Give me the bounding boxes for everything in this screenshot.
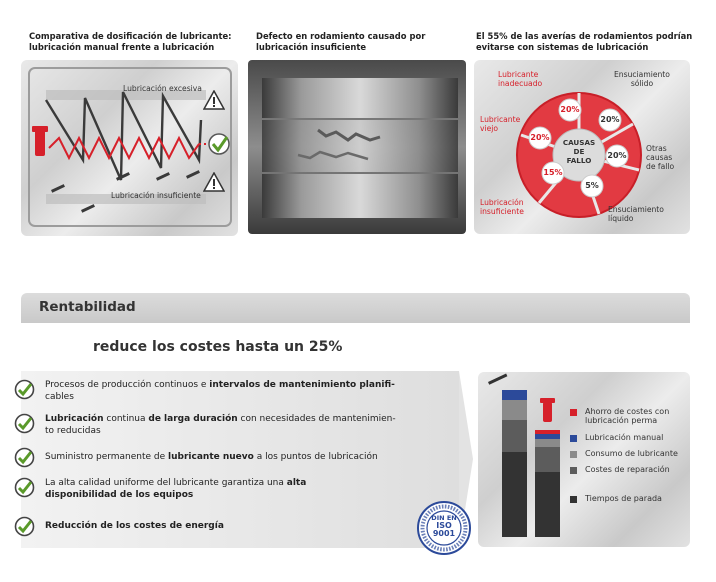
benefit-text bbox=[45, 451, 415, 463]
legend-item bbox=[570, 433, 695, 442]
segment-value: 5% bbox=[585, 181, 599, 190]
legend-label bbox=[585, 407, 695, 425]
label-insufficient: Lubricación insuficiente bbox=[111, 191, 201, 200]
benefit-text-bold: Lubricación bbox=[45, 414, 104, 424]
label-excess: Lubricación excesiva bbox=[123, 84, 202, 93]
cause-label-line: insuficiente bbox=[480, 207, 524, 216]
cause-label bbox=[646, 144, 674, 171]
benefit-text-bold: Reducción de los costes de energía bbox=[45, 521, 224, 531]
cause-label-line: de fallo bbox=[646, 162, 675, 171]
legend-label: Consumo de lubricante bbox=[585, 449, 678, 458]
panel3-caption-line2: evitarse con sistemas de lubricación bbox=[476, 42, 649, 52]
benefit-item bbox=[14, 516, 415, 537]
cause-label-line: Ensuciamiento bbox=[608, 205, 664, 214]
benefit-text-part: to reducidas bbox=[45, 426, 101, 436]
benefit-text-bold: intervalos de mantenimiento planifi- bbox=[209, 380, 395, 390]
bar-savings bbox=[535, 430, 560, 434]
bar-manual-lubrication bbox=[502, 390, 527, 400]
segment-value: 20% bbox=[530, 133, 550, 142]
legend-item bbox=[570, 494, 695, 503]
cause-label-line: Lubricante bbox=[498, 70, 539, 79]
check-circle-icon bbox=[14, 447, 35, 468]
cause-label-line: líquido bbox=[608, 214, 634, 223]
segment-value: 20% bbox=[600, 115, 620, 124]
bearing-image bbox=[248, 60, 466, 234]
bar-repair-costs bbox=[502, 420, 527, 452]
benefit-item bbox=[14, 447, 415, 468]
bar-lubricant-consumption bbox=[535, 439, 560, 447]
iso-line: ISO bbox=[436, 521, 452, 530]
cause-label-line: causas bbox=[646, 153, 673, 162]
section-header-bar bbox=[21, 293, 690, 323]
legend-item bbox=[570, 449, 695, 458]
cause-label bbox=[480, 198, 524, 216]
section-title: Rentabilidad bbox=[39, 299, 136, 315]
panel3-caption bbox=[476, 31, 692, 53]
headline: reduce los costes hasta un 25% bbox=[93, 339, 343, 355]
legend-label-line: lubricación perma bbox=[585, 416, 658, 425]
iso-line: 9001 bbox=[432, 529, 456, 538]
cause-label-line: Otras bbox=[646, 144, 667, 153]
legend-item bbox=[570, 407, 695, 425]
benefit-text bbox=[45, 379, 415, 403]
check-circle-icon bbox=[14, 379, 35, 400]
warning-icon bbox=[203, 172, 225, 192]
cause-label-line: Ensuciamiento bbox=[614, 70, 670, 79]
legend-label: Tiempos de parada bbox=[585, 494, 662, 503]
legend-item bbox=[570, 465, 695, 474]
check-circle-icon bbox=[14, 516, 35, 537]
legend-swatch bbox=[570, 451, 577, 458]
benefit-text-bold: de larga duración bbox=[148, 414, 238, 424]
segment-value: 20% bbox=[607, 151, 627, 160]
benefit-text bbox=[45, 477, 415, 501]
check-circle-icon bbox=[14, 413, 35, 434]
bearing-defect-photo bbox=[248, 60, 466, 234]
cause-label-line: viejo bbox=[480, 124, 499, 133]
cause-label-line: inadecuado bbox=[498, 79, 543, 88]
cost-bars bbox=[478, 372, 690, 547]
cause-label bbox=[480, 115, 520, 133]
benefit-text bbox=[45, 520, 415, 532]
benefit-text-part: La alta calidad uniforme del lubricante garantiza una bbox=[45, 478, 287, 488]
center-label-line2: DE bbox=[573, 147, 585, 156]
benefit-text-part: Suministro permanente de bbox=[45, 452, 169, 462]
grease-gun-icon bbox=[488, 374, 507, 385]
bar-repair-costs bbox=[535, 447, 560, 472]
benefit-item bbox=[14, 477, 415, 501]
bar-downtime bbox=[502, 452, 527, 537]
bar-lubricant-consumption bbox=[502, 400, 527, 420]
warning-icon bbox=[203, 90, 225, 110]
benefit-text-part: continua bbox=[103, 414, 149, 424]
benefit-item bbox=[14, 379, 415, 403]
cause-label bbox=[498, 70, 542, 88]
legend-label: Lubricación manual bbox=[585, 433, 664, 442]
check-circle-icon bbox=[14, 477, 35, 498]
panel2-caption bbox=[256, 31, 425, 53]
legend-label-line: Ahorro de costes con bbox=[585, 407, 670, 416]
panel1-caption-line1: Comparativa de dosificación de lubricante: bbox=[29, 31, 232, 41]
center-label-line3: FALLO bbox=[566, 156, 592, 165]
segment-value: 15% bbox=[543, 168, 563, 177]
dosing-comparison-panel bbox=[21, 60, 238, 236]
legend-swatch bbox=[570, 435, 577, 442]
cost-chart-panel bbox=[478, 372, 690, 547]
segment-value: 20% bbox=[560, 105, 580, 114]
panel2-caption-line1: Defecto en rodamiento causado por bbox=[256, 31, 426, 41]
lubricator-icon bbox=[543, 402, 552, 422]
center-label bbox=[562, 138, 596, 165]
panel2-caption-line2: lubricación insuficiente bbox=[256, 42, 367, 52]
benefit-text-part: cables bbox=[45, 392, 74, 402]
benefit-text-part: Procesos de producción continuos e bbox=[45, 380, 210, 390]
legend-swatch bbox=[570, 496, 577, 503]
bar-manual-lubrication bbox=[535, 434, 560, 439]
cause-label-line: Lubricante bbox=[480, 115, 521, 124]
legend-label: Costes de reparación bbox=[585, 465, 670, 474]
cause-label-line: sólido bbox=[630, 79, 654, 88]
benefit-text-part: con necesidades de mantenimien- bbox=[237, 414, 396, 424]
bar-downtime bbox=[535, 472, 560, 537]
iso-seal-text bbox=[430, 514, 458, 538]
legend-swatch bbox=[570, 467, 577, 474]
iso-seal bbox=[416, 500, 472, 556]
failure-causes-panel bbox=[474, 60, 690, 234]
panel1-caption bbox=[29, 31, 231, 53]
center-label-line1: CAUSAS bbox=[562, 138, 596, 147]
panel3-caption-line1: El 55% de las averías de rodamientos podrían bbox=[476, 31, 693, 41]
benefit-item bbox=[14, 413, 415, 437]
benefit-text-bold: disponibilidad de los equipos bbox=[45, 490, 194, 500]
panel1-caption-line2: lubricación manual frente a lubricación bbox=[29, 42, 215, 52]
benefit-text bbox=[45, 413, 415, 437]
benefit-text-bold: alta bbox=[286, 478, 307, 488]
iso-line: DIN EN bbox=[431, 514, 457, 522]
benefit-text-part: a los puntos de lubricación bbox=[253, 452, 378, 462]
cause-label bbox=[608, 205, 664, 223]
cause-label bbox=[614, 70, 670, 88]
legend-swatch bbox=[570, 409, 577, 416]
benefit-text-bold: lubricante nuevo bbox=[168, 452, 254, 462]
cause-label-line: Lubricación bbox=[480, 198, 524, 207]
